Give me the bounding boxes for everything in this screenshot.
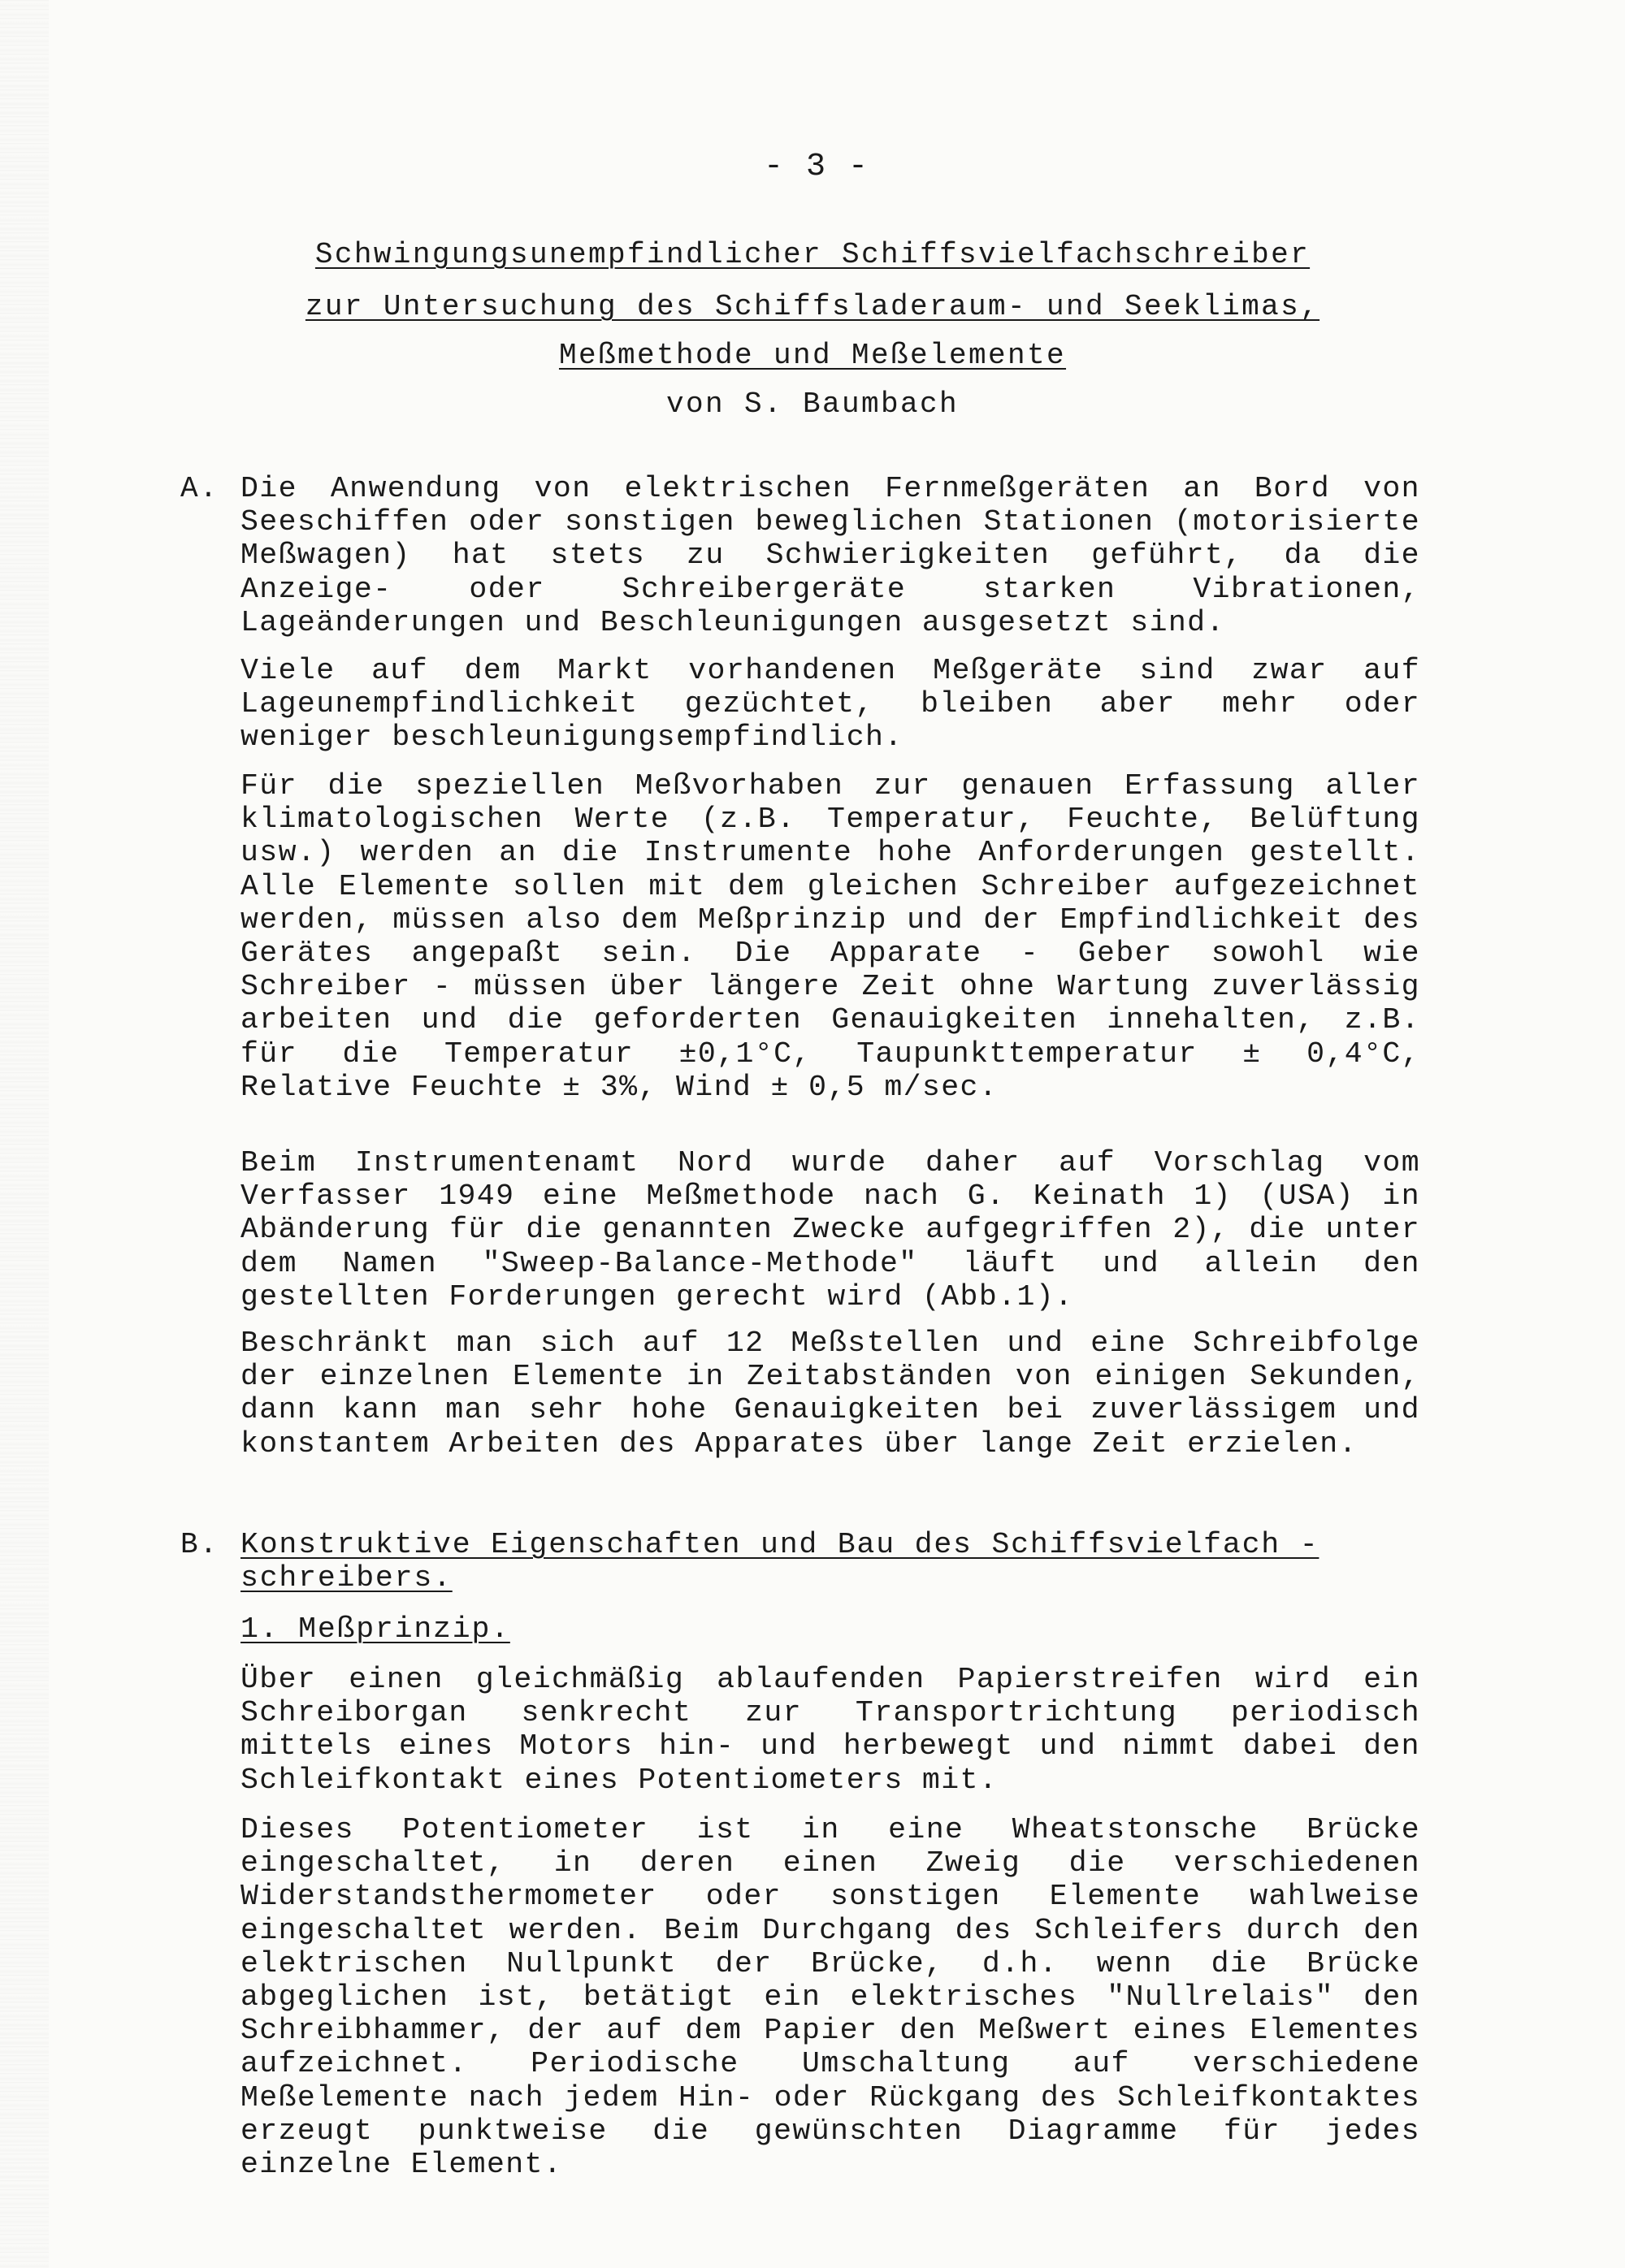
title-line-1-text: Schwingungsunempfindlicher Schiffsvielfachschreiber bbox=[314, 238, 1311, 271]
section-a-paragraph-3: Für die speziellen Meßvorhaben zur genauen Erfassung aller klimatologischen Werte (z.B. Temperatur, Feuchte, Belüftung usw.) werden an die Instrumente hohe Anforderungen gestellt. Alle Elemente sollen mit dem gleichen Schreiber aufgezeichnet werden, müssen also dem Meßprinzip und der Empfindlichkeit des Gerätes angepaßt sein. Die Apparate - Geber sowohl wie Schreiber - müssen über längere Zeit ohne Wartung zuverlässig arbeiten und die geforderten Genauigkeiten innehalten, z.B. für die Temperatur ±0,1°C, Taupunkttemperatur ± 0,4°C, Relative Feuchte ± 3%, Wind ± 0,5 m/sec. bbox=[240, 769, 1420, 1104]
section-b-paragraph-1: Über einen gleichmäßig ablaufenden Papierstreifen wird ein Schreiborgan senkrecht zur Transportrichtung periodisch mittels eines Motors hin- und herbewegt und nimmt dabei den Schleifkontakt eines Potentiometers mit. bbox=[240, 1663, 1420, 1797]
section-a-paragraph-1: Die Anwendung von elektrischen Fernmeßgeräten an Bord von Seeschiffen oder sonstigen beweglichen Stationen (motorisierte Meßwagen) hat stets zu Schwierigkeiten geführt, da die Anzeige- oder Schreibergeräte starken Vibrationen, Lageänderungen und Beschleunigungen ausgesetzt sind. bbox=[240, 472, 1420, 639]
section-b-subheading: 1. Meßprinzip. bbox=[240, 1612, 510, 1646]
section-a-paragraph-2: Viele auf dem Markt vorhandenen Meßgeräte sind zwar auf Lageunempfindlichkeit gezüchtet, bleiben aber mehr oder weniger beschleunigungsempfindlich. bbox=[240, 654, 1420, 755]
title-line-3-text: Meßmethode und Meßelemente bbox=[558, 339, 1067, 372]
section-a-paragraph-5: Beschränkt man sich auf 12 Meßstellen und eine Schreibfolge der einzelnen Elemente in Zeitabständen von einigen Sekunden, dann kann man sehr hohe Genauigkeiten bei zuverlässigem und konstantem Arbeiten des Apparates über lange Zeit erzielen. bbox=[240, 1327, 1420, 1461]
section-a-paragraph-4: Beim Instrumentenamt Nord wurde daher auf Vorschlag vom Verfasser 1949 eine Meßmethode nach G. Keinath 1) (USA) in Abänderung für die genannten Zwecke aufgegriffen 2), die unter dem Namen "Sweep-Balance-Methode" läuft und allein den gestellten Forderungen gerecht wird (Abb.1). bbox=[240, 1146, 1420, 1314]
section-a-marker: A. bbox=[180, 472, 219, 505]
author-line: von S. Baumbach bbox=[665, 387, 960, 421]
section-b-marker: B. bbox=[180, 1528, 219, 1561]
title-line-2-text: zur Untersuchung des Schiffsladeraum- und Seeklimas, bbox=[305, 290, 1320, 323]
title-line-2 bbox=[0, 289, 1625, 325]
page-number: - 3 - bbox=[764, 149, 870, 185]
section-b-heading: Konstruktive Eigenschaften und Bau des Schiffsvielfach - schreibers. bbox=[240, 1528, 1320, 1595]
title-line-3 bbox=[0, 338, 1625, 374]
section-b-paragraph-2: Dieses Potentiometer ist in eine Wheatstonsche Brücke eingeschaltet, in deren einen Zweig die verschiedenen Widerstandsthermometer oder sonstigen Elemente wahlweise eingeschaltet werden. Beim Durchgang des Schleifers durch den elektrischen Nullpunkt der Brücke, d.h. wenn die Brücke abgeglichen ist, betätigt ein elektrisches "Nullrelais" den Schreibhammer, der auf dem Papier den Meßwert eines Elementes aufzeichnet. Periodische Umschaltung auf verschiedene Meßelemente nach jedem Hin- oder Rückgang des Schleifkontaktes erzeugt punktweise die gewünschten Diagramme für jedes einzelne Element. bbox=[240, 1813, 1420, 2182]
title-line-1 bbox=[0, 237, 1625, 273]
